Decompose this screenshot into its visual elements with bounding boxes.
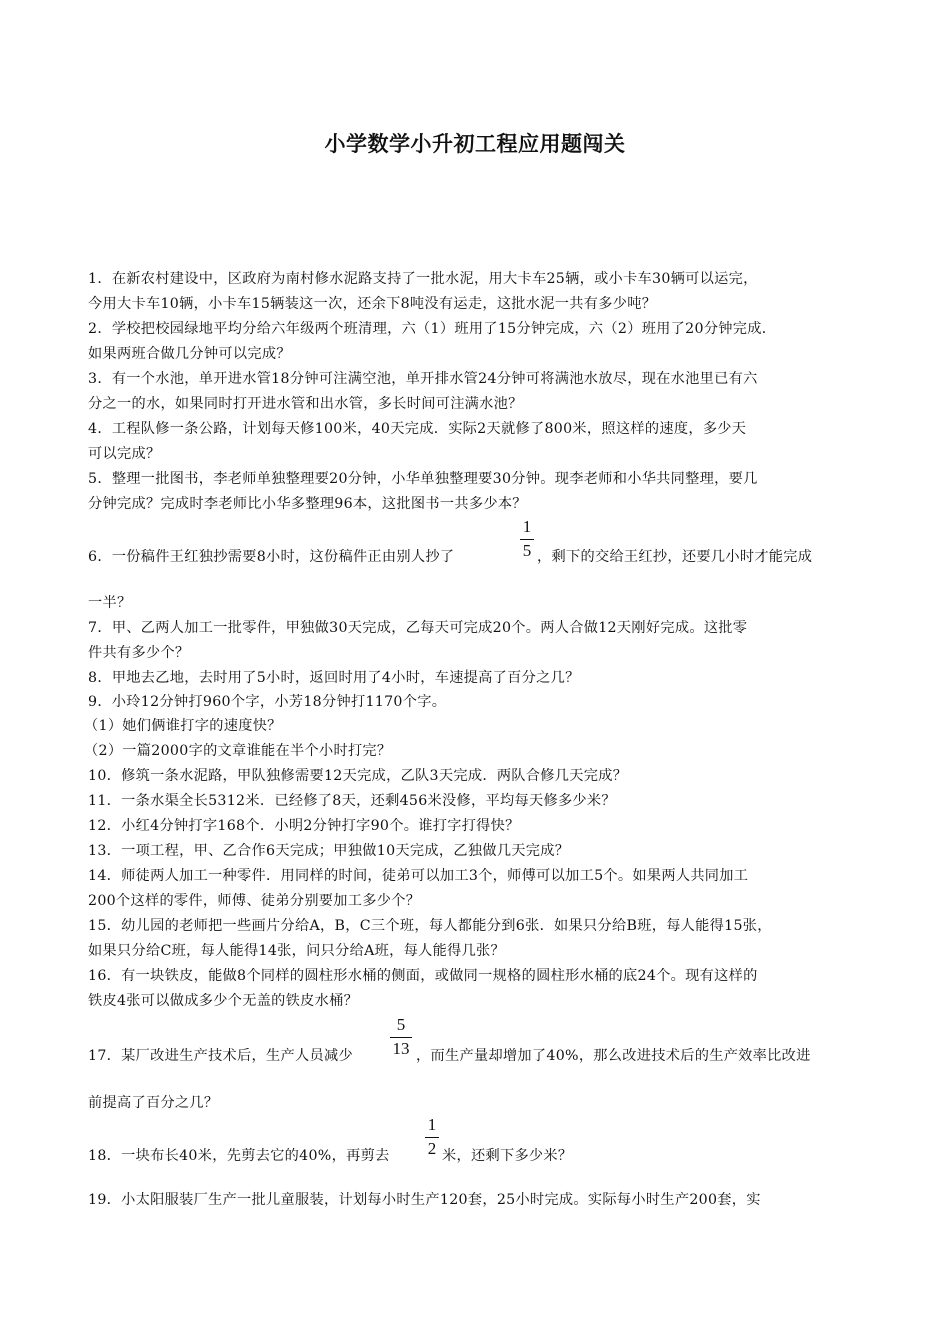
text-line: 16．有一块铁皮，能做8个同样的圆柱形水桶的侧面，或做同一规格的圆柱形水桶的底24个。现有这样的 xyxy=(88,968,758,984)
text-line: 200个这样的零件，师傅、徒弟分别要加工多少个？ xyxy=(88,893,421,909)
text-line: 1．在新农村建设中，区政府为南村修水泥路支持了一批水泥，用大卡车25辆，或小卡车30辆可以运完， xyxy=(88,271,758,287)
text-line: 7．甲、乙两人加工一批零件，甲独做30天完成，乙每天可完成20个。两人合做12天刚好完成。这批零 xyxy=(88,620,748,636)
text-line: （2）一篇2000字的文章谁能在半个小时打完？ xyxy=(84,743,392,759)
text-line: 4．工程队修一条公路，计划每天修100米，40天完成．实际2天就修了800米，照这样的速度，多少天 xyxy=(88,421,747,437)
page-title: 小学数学小升初工程应用题闯关 xyxy=(324,132,626,156)
fraction-numerator: 1 xyxy=(522,517,532,536)
fraction-denominator: 13 xyxy=(392,1039,410,1058)
text-line: 11．一条水渠全长5312米．已经修了8天，还剩456米没修，平均每天修多少米？ xyxy=(88,793,616,809)
fraction-bar xyxy=(425,1137,439,1138)
text-line: 铁皮4张可以做成多少个无盖的铁皮水桶？ xyxy=(88,993,359,1009)
text-line: 10．修筑一条水泥路，甲队独修需要12天完成，乙队3天完成．两队合修几天完成？ xyxy=(88,768,628,784)
fraction-numerator: 5 xyxy=(396,1015,406,1034)
text-line: 19．小太阳服装厂生产一批儿童服装，计划每小时生产120套，25小时完成。实际每小时生产200套，实 xyxy=(88,1192,761,1208)
fraction xyxy=(520,518,534,560)
text-line: 13．一项工程，甲、乙合作6天完成；甲独做10天完成，乙独做几天完成？ xyxy=(88,843,570,859)
text-line: 14．师徒两人加工一种零件．用同样的时间，徒弟可以加工3个，师傅可以加工5个。如果两人共同加工 xyxy=(88,868,749,884)
fraction xyxy=(390,1016,412,1058)
text-line: ，剩下的交给王红抄，还要几小时才能完成 xyxy=(537,549,813,565)
text-line: 件共有多少个？ xyxy=(88,645,190,661)
text-line: ，而生产量却增加了40%，那么改进技术后的生产效率比改进 xyxy=(416,1048,811,1064)
text-line: 一半？ xyxy=(88,595,132,611)
text-line: 米，还剩下多少米？ xyxy=(442,1148,573,1164)
text-line: 5．整理一批图书，李老师单独整理要20分钟，小华单独整理要30分钟。现李老师和小华共同整理，要几 xyxy=(88,471,758,487)
fraction xyxy=(425,1116,439,1158)
text-line: 今用大卡车10辆，小卡车15辆装这一次，还余下8吨没有运走，这批水泥一共有多少吨？ xyxy=(88,296,657,312)
text-line: 8．甲地去乙地，去时用了5小时，返回时用了4小时，车速提高了百分之几？ xyxy=(88,670,580,686)
fraction-denominator: 5 xyxy=(522,541,532,560)
text-line: 分钟完成？完成时李老师比小华多整理96本，这批图书一共多少本？ xyxy=(88,496,527,512)
fraction-denominator: 2 xyxy=(427,1139,437,1158)
text-line: 如果两班合做几分钟可以完成？ xyxy=(88,346,291,362)
fraction-bar xyxy=(390,1037,412,1038)
fraction-bar xyxy=(520,539,534,540)
text-line: 前提高了百分之几？ xyxy=(88,1095,219,1111)
text-line: 9．小玲12分钟打960个字，小芳18分钟打1170个字。 xyxy=(88,694,447,710)
text-line: 6．一份稿件王红独抄需要8小时，这份稿件正由别人抄了 xyxy=(88,549,455,565)
text-line: 18．一块布长40米，先剪去它的40%，再剪去 xyxy=(88,1148,390,1164)
fraction-numerator: 1 xyxy=(427,1115,437,1134)
text-line: 17．某厂改进生产技术后，生产人员减少 xyxy=(88,1048,353,1064)
text-line: 如果只分给C班，每人能得14张，问只分给A班，每人能得几张？ xyxy=(88,943,506,959)
text-line: 12．小红4分钟打字168个．小明2分钟打字90个。谁打字打得快？ xyxy=(88,818,520,834)
text-line: 可以完成？ xyxy=(88,446,161,462)
text-line: 15．幼儿园的老师把一些画片分给A，B，C三个班，每人都能分到6张．如果只分给B班，每人能得15张， xyxy=(88,918,772,934)
text-line: （1）她们俩谁打字的速度快？ xyxy=(84,718,282,734)
text-line: 3．有一个水池，单开进水管18分钟可注满空池，单开排水管24分钟可将满池水放尽，现在水池里已有六 xyxy=(88,371,758,387)
text-line: 分之一的水，如果同时打开进水管和出水管，多长时间可注满水池？ xyxy=(88,396,523,412)
text-line: 2．学校把校园绿地平均分给六年级两个班清理，六（1）班用了15分钟完成，六（2）班用了20分钟完成． xyxy=(88,321,777,337)
